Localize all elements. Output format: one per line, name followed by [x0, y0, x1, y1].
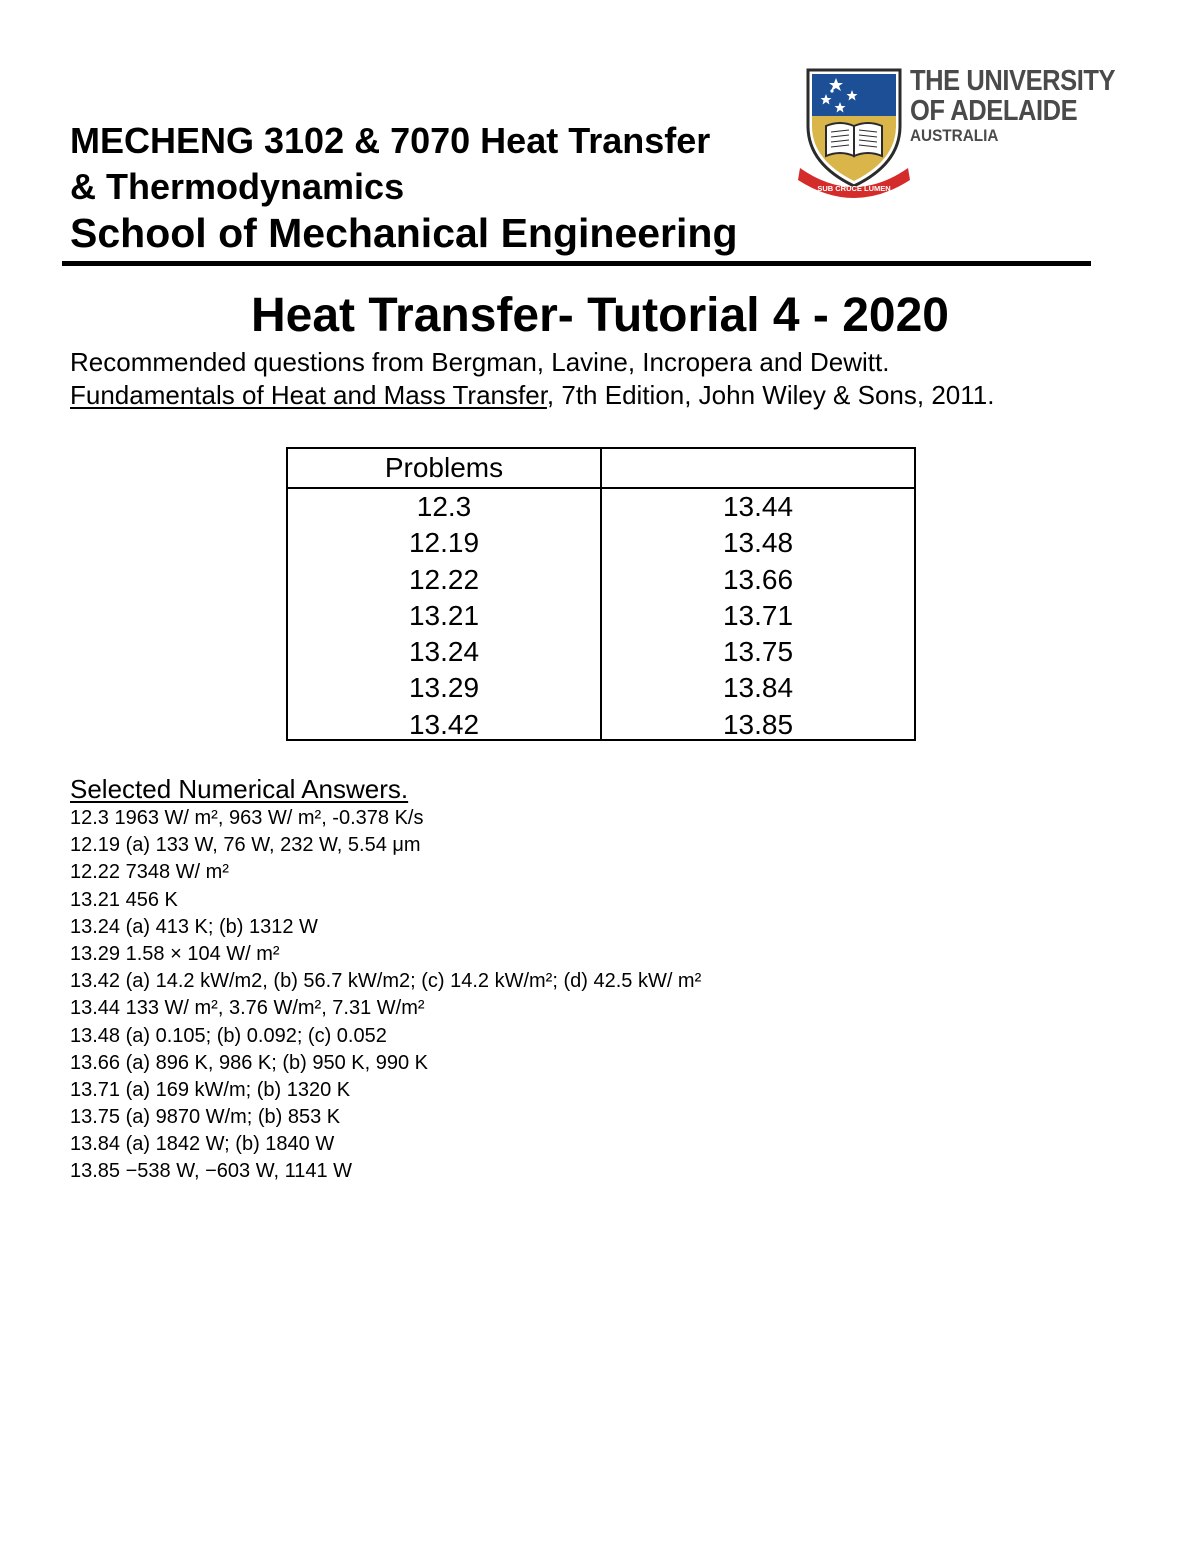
course-title-line1: MECHENG 3102 & 7070 Heat Transfer [70, 120, 711, 161]
problem-cell: 13.85 [722, 708, 794, 740]
answer-line: 13.21 456 K [70, 888, 178, 911]
answers-list [70, 805, 701, 1186]
problem-cell: 13.44 [722, 491, 794, 522]
reference-text [70, 346, 994, 412]
course-title [70, 118, 790, 210]
answers-heading: Selected Numerical Answers. [70, 774, 409, 804]
answer-line: 12.19 (a) 133 W, 76 W, 232 W, 5.54 μm [70, 834, 421, 857]
problem-cell: 13.71 [722, 599, 794, 631]
logo-motto: SUB CRUCE LUMEN [817, 184, 891, 193]
course-title-line2: & Thermodynamics [70, 166, 405, 207]
problems-left-column [288, 489, 600, 743]
problem-cell: 13.21 [408, 599, 480, 631]
problem-cell: 13.29 [408, 672, 480, 704]
problem-cell: 13.84 [722, 672, 794, 704]
problem-cell: 13.48 [722, 527, 794, 559]
problems-right-column [602, 489, 914, 743]
problem-cell: 12.22 [408, 563, 480, 595]
university-wordmark [910, 66, 1143, 146]
problem-cell: 12.19 [408, 527, 480, 559]
reference-edition: , 7th Edition, John Wiley & Sons, 2011. [546, 380, 995, 410]
answer-line: 13.29 1.58 × 104 W/ m² [70, 942, 280, 965]
answer-line: 13.84 (a) 1842 W; (b) 1840 W [70, 1133, 335, 1156]
university-wordmark-line1: THE UNIVERSITY [910, 65, 1116, 97]
answer-line: 13.24 (a) 413 K; (b) 1312 W [70, 915, 318, 938]
problems-table [286, 447, 916, 741]
reference-line2 [70, 379, 994, 412]
problem-cell: 13.66 [722, 563, 794, 595]
problems-header-label: Problems [384, 452, 504, 483]
answer-line: 13.71 (a) 169 kW/m; (b) 1320 K [70, 1078, 351, 1101]
university-wordmark-line2: OF ADELAIDE [910, 95, 1078, 127]
problem-cell: 13.75 [722, 636, 794, 668]
document-title: Heat Transfer- Tutorial 4 - 2020 [250, 289, 949, 342]
answer-line: 13.66 (a) 896 K, 986 K; (b) 950 K, 990 K [70, 1051, 429, 1074]
answer-line: 13.42 (a) 14.2 kW/m2, (b) 56.7 kW/m2; (c) 14.2 kW/m²; (d) 42.5 kW/ m² [70, 970, 702, 993]
reference-book-title: Fundamentals of Heat and Mass Transfer [70, 380, 547, 410]
answer-line: 13.44 133 W/ m², 3.76 W/m², 7.31 W/m² [70, 997, 425, 1020]
answer-line: 13.75 (a) 9870 W/m; (b) 853 K [70, 1106, 341, 1129]
problem-cell: 13.42 [408, 708, 480, 740]
header-divider [62, 261, 1091, 266]
school-name: School of Mechanical Engineering [70, 210, 738, 256]
answer-line: 13.85 −538 W, −603 W, 1141 W [70, 1160, 353, 1183]
answer-line: 12.3 1963 W/ m², 963 W/ m², -0.378 K/s [70, 807, 424, 829]
university-wordmark-line3: AUSTRALIA [910, 126, 999, 145]
reference-line1: Recommended questions from Bergman, Lavine, Incropera and Dewitt. [70, 347, 890, 377]
problem-cell: 13.24 [408, 636, 480, 668]
answer-line: 12.22 7348 W/ m² [70, 861, 229, 884]
problem-cell: 12.3 [416, 491, 472, 522]
answer-line: 13.48 (a) 0.105; (b) 0.092; (c) 0.052 [70, 1024, 387, 1047]
